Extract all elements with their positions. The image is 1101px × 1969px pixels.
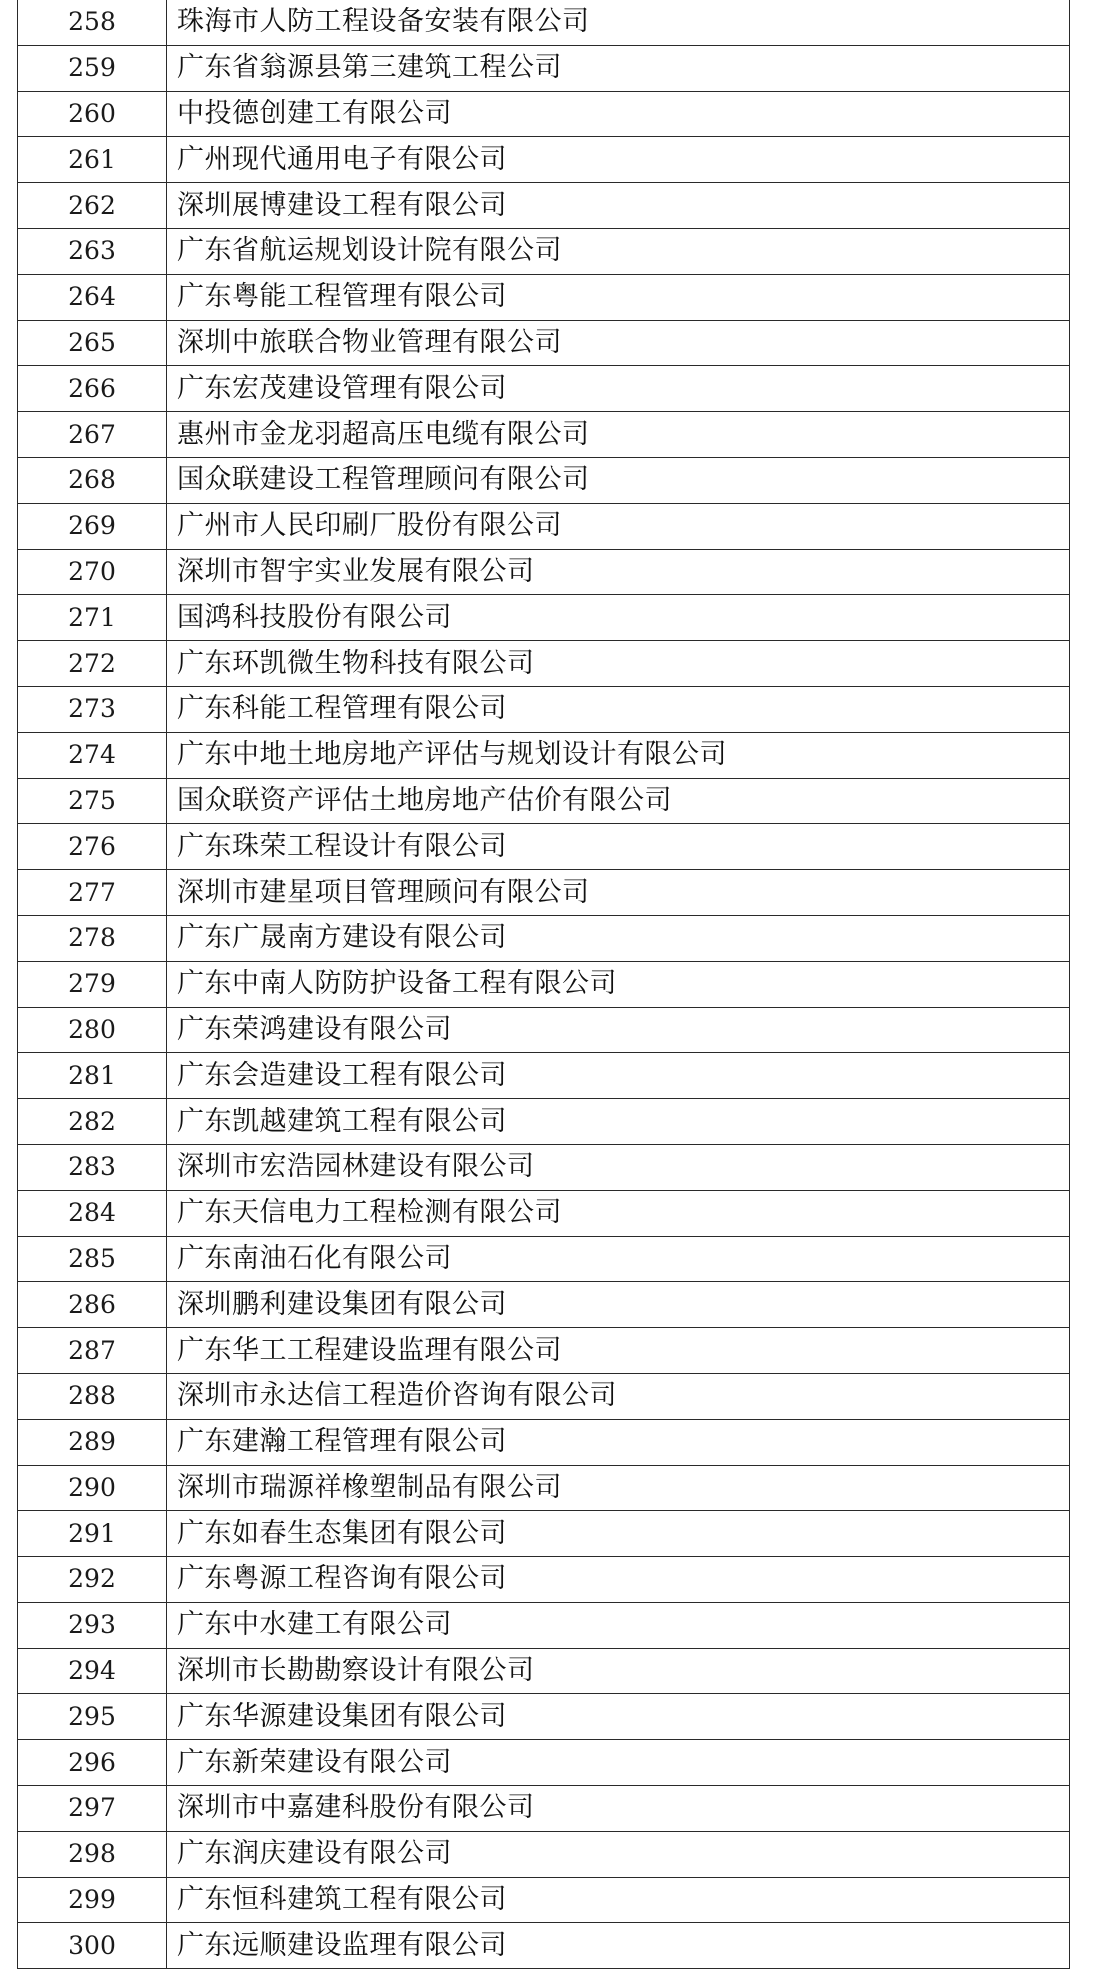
document-page xyxy=(17,0,1070,1969)
company-name: 国众联建设工程管理顾问有限公司 xyxy=(167,457,1070,503)
row-number: 276 xyxy=(18,824,167,870)
row-number: 286 xyxy=(18,1282,167,1328)
table-row xyxy=(18,1648,1070,1694)
company-name: 深圳鹏利建设集团有限公司 xyxy=(167,1282,1070,1328)
company-name: 广东中南人防防护设备工程有限公司 xyxy=(167,961,1070,1007)
company-name: 深圳展博建设工程有限公司 xyxy=(167,183,1070,229)
company-name: 广东华源建设集团有限公司 xyxy=(167,1694,1070,1740)
table-row xyxy=(18,45,1070,91)
table-row xyxy=(18,778,1070,824)
company-name: 广东粤源工程咨询有限公司 xyxy=(167,1557,1070,1603)
table-row xyxy=(18,824,1070,870)
row-number: 289 xyxy=(18,1419,167,1465)
company-name: 深圳市中嘉建科股份有限公司 xyxy=(167,1786,1070,1832)
row-number: 266 xyxy=(18,366,167,412)
company-name: 广东远顺建设监理有限公司 xyxy=(167,1923,1070,1969)
table-row xyxy=(18,1144,1070,1190)
company-name: 广东粤能工程管理有限公司 xyxy=(167,274,1070,320)
table-row xyxy=(18,0,1070,45)
company-name: 广东宏茂建设管理有限公司 xyxy=(167,366,1070,412)
table-row xyxy=(18,549,1070,595)
table-row xyxy=(18,1053,1070,1099)
company-name: 广东润庆建设有限公司 xyxy=(167,1831,1070,1877)
row-number: 288 xyxy=(18,1373,167,1419)
company-name: 广东凯越建筑工程有限公司 xyxy=(167,1099,1070,1145)
table-row xyxy=(18,503,1070,549)
table-row xyxy=(18,1694,1070,1740)
company-name: 广州现代通用电子有限公司 xyxy=(167,137,1070,183)
row-number: 278 xyxy=(18,915,167,961)
table-row xyxy=(18,915,1070,961)
row-number: 270 xyxy=(18,549,167,595)
company-name: 广东省翁源县第三建筑工程公司 xyxy=(167,45,1070,91)
row-number: 263 xyxy=(18,228,167,274)
table-row xyxy=(18,732,1070,778)
row-number: 265 xyxy=(18,320,167,366)
row-number: 277 xyxy=(18,870,167,916)
company-name: 广东环凯微生物科技有限公司 xyxy=(167,641,1070,687)
row-number: 293 xyxy=(18,1602,167,1648)
table-row xyxy=(18,1831,1070,1877)
company-name: 广东荣鸿建设有限公司 xyxy=(167,1007,1070,1053)
row-number: 269 xyxy=(18,503,167,549)
row-number: 299 xyxy=(18,1877,167,1923)
row-number: 298 xyxy=(18,1831,167,1877)
table-row xyxy=(18,1282,1070,1328)
company-name: 惠州市金龙羽超高压电缆有限公司 xyxy=(167,412,1070,458)
company-name: 深圳市建星项目管理顾问有限公司 xyxy=(167,870,1070,916)
table-row xyxy=(18,1923,1070,1969)
row-number: 274 xyxy=(18,732,167,778)
table-row xyxy=(18,1877,1070,1923)
company-name: 广东如春生态集团有限公司 xyxy=(167,1511,1070,1557)
row-number: 258 xyxy=(18,0,167,45)
table-row xyxy=(18,228,1070,274)
row-number: 272 xyxy=(18,641,167,687)
company-name: 广东新荣建设有限公司 xyxy=(167,1740,1070,1786)
row-number: 284 xyxy=(18,1190,167,1236)
company-name: 深圳市永达信工程造价咨询有限公司 xyxy=(167,1373,1070,1419)
row-number: 262 xyxy=(18,183,167,229)
row-number: 294 xyxy=(18,1648,167,1694)
row-number: 260 xyxy=(18,91,167,137)
row-number: 261 xyxy=(18,137,167,183)
company-name: 广东建瀚工程管理有限公司 xyxy=(167,1419,1070,1465)
table-row xyxy=(18,1419,1070,1465)
row-number: 267 xyxy=(18,412,167,458)
row-number: 300 xyxy=(18,1923,167,1969)
company-name: 国鸿科技股份有限公司 xyxy=(167,595,1070,641)
company-name: 广东省航运规划设计院有限公司 xyxy=(167,228,1070,274)
row-number: 296 xyxy=(18,1740,167,1786)
row-number: 290 xyxy=(18,1465,167,1511)
row-number: 279 xyxy=(18,961,167,1007)
company-name: 广东天信电力工程检测有限公司 xyxy=(167,1190,1070,1236)
table-row xyxy=(18,1190,1070,1236)
company-name: 广东中地土地房地产评估与规划设计有限公司 xyxy=(167,732,1070,778)
row-number: 282 xyxy=(18,1099,167,1145)
table-row xyxy=(18,412,1070,458)
company-name: 广东南油石化有限公司 xyxy=(167,1236,1070,1282)
company-name: 深圳市瑞源祥橡塑制品有限公司 xyxy=(167,1465,1070,1511)
row-number: 280 xyxy=(18,1007,167,1053)
table-row xyxy=(18,1465,1070,1511)
table-row xyxy=(18,1786,1070,1832)
table-row xyxy=(18,274,1070,320)
table-row xyxy=(18,1740,1070,1786)
company-name: 广东珠荣工程设计有限公司 xyxy=(167,824,1070,870)
company-name: 广州市人民印刷厂股份有限公司 xyxy=(167,503,1070,549)
company-name: 国众联资产评估土地房地产估价有限公司 xyxy=(167,778,1070,824)
row-number: 295 xyxy=(18,1694,167,1740)
row-number: 291 xyxy=(18,1511,167,1557)
company-name: 广东会造建设工程有限公司 xyxy=(167,1053,1070,1099)
table-row xyxy=(18,870,1070,916)
table-row xyxy=(18,686,1070,732)
row-number: 281 xyxy=(18,1053,167,1099)
row-number: 273 xyxy=(18,686,167,732)
row-number: 271 xyxy=(18,595,167,641)
table-row xyxy=(18,1328,1070,1374)
table-row xyxy=(18,183,1070,229)
row-number: 285 xyxy=(18,1236,167,1282)
company-name: 深圳市长勘勘察设计有限公司 xyxy=(167,1648,1070,1694)
table-body xyxy=(18,0,1070,1969)
table-row xyxy=(18,961,1070,1007)
table-row xyxy=(18,1373,1070,1419)
table-row xyxy=(18,1557,1070,1603)
row-number: 283 xyxy=(18,1144,167,1190)
company-name: 广东恒科建筑工程有限公司 xyxy=(167,1877,1070,1923)
row-number: 287 xyxy=(18,1328,167,1374)
table-row xyxy=(18,1236,1070,1282)
table-row xyxy=(18,1007,1070,1053)
company-name: 广东广晟南方建设有限公司 xyxy=(167,915,1070,961)
table-row xyxy=(18,1602,1070,1648)
company-name: 广东科能工程管理有限公司 xyxy=(167,686,1070,732)
table-row xyxy=(18,1099,1070,1145)
row-number: 264 xyxy=(18,274,167,320)
table-row xyxy=(18,91,1070,137)
table-row xyxy=(18,137,1070,183)
company-name: 中投德创建工有限公司 xyxy=(167,91,1070,137)
table-row xyxy=(18,1511,1070,1557)
table-row xyxy=(18,595,1070,641)
company-name: 深圳市宏浩园林建设有限公司 xyxy=(167,1144,1070,1190)
table-row xyxy=(18,641,1070,687)
table-row xyxy=(18,366,1070,412)
row-number: 297 xyxy=(18,1786,167,1832)
company-name: 珠海市人防工程设备安装有限公司 xyxy=(167,0,1070,45)
row-number: 275 xyxy=(18,778,167,824)
company-name: 广东中水建工有限公司 xyxy=(167,1602,1070,1648)
row-number: 292 xyxy=(18,1557,167,1603)
company-name: 深圳中旅联合物业管理有限公司 xyxy=(167,320,1070,366)
company-list-table xyxy=(17,0,1070,1969)
table-row xyxy=(18,320,1070,366)
row-number: 259 xyxy=(18,45,167,91)
company-name: 深圳市智宇实业发展有限公司 xyxy=(167,549,1070,595)
row-number: 268 xyxy=(18,457,167,503)
table-row xyxy=(18,457,1070,503)
company-name: 广东华工工程建设监理有限公司 xyxy=(167,1328,1070,1374)
